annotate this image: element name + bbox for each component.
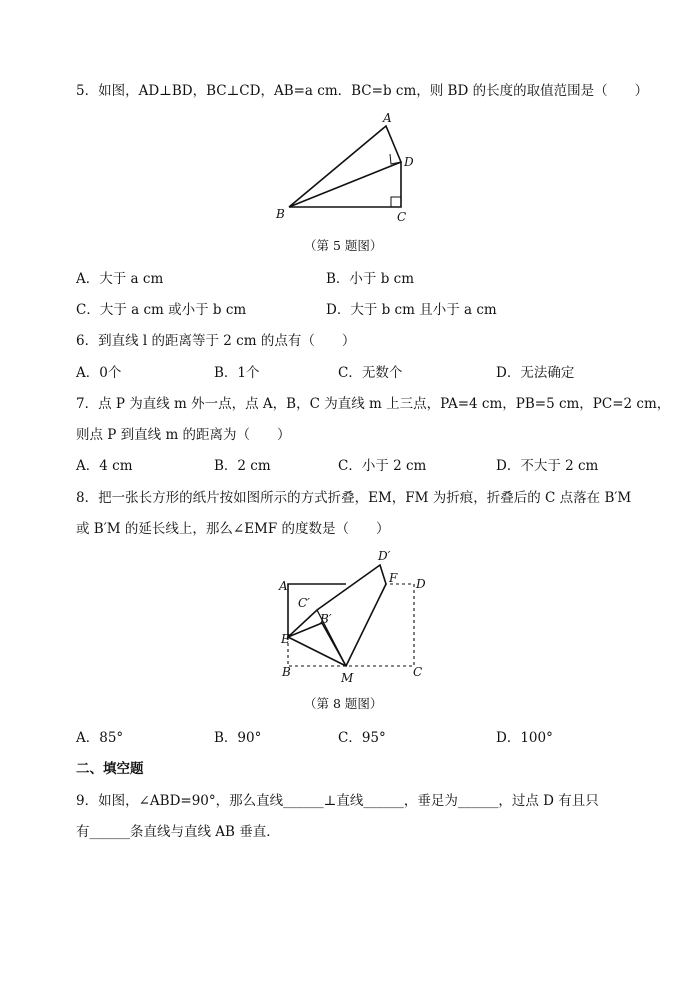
q6-option-a: A．0个 xyxy=(76,365,122,381)
fig8-label-b: B xyxy=(282,665,291,679)
q6-option-b: B．1个 xyxy=(214,365,260,381)
fig8-label-f: F xyxy=(389,571,398,585)
question-9-line-2: 有______条直线与直线 AB 垂直． xyxy=(76,824,280,840)
fig5-label-b: B xyxy=(276,207,285,221)
q5-option-d: D．大于 b cm 且小于 a cm xyxy=(326,302,497,318)
question-6-stem: 6．到直线 l 的距离等于 2 cm 的点有（ ） xyxy=(76,333,356,349)
question-5-stem: 5．如图，AD⊥BD，BC⊥CD，AB=a cm．BC=b cm，则 BD 的长度的取值范围是（ ） xyxy=(76,83,649,99)
q8-option-b: B．90° xyxy=(214,730,262,746)
q5-option-a: A．大于 a cm xyxy=(76,271,164,287)
question-8-stem-line-2: 或 B′M 的延长线上，那么∠EMF 的度数是（ ） xyxy=(76,521,390,537)
q7-option-d: D．不大于 2 cm xyxy=(496,458,599,474)
fig8-label-d: D xyxy=(416,577,426,591)
figure-8-caption: （第 8 题图） xyxy=(304,696,383,711)
q7-option-a: A．4 cm xyxy=(76,458,133,474)
question-9-line-1: 9．如图，∠ABD=90°，那么直线______⊥直线______，垂足为______，过点 D 有且只 xyxy=(76,793,599,809)
section-2-title: 二、填空题 xyxy=(76,761,144,777)
q6-option-d: D．无法确定 xyxy=(496,365,575,381)
fig8-label-a: A xyxy=(279,579,288,593)
q6-option-c: C．无数个 xyxy=(338,365,403,381)
fig8-label-b-prime: B′ xyxy=(320,612,332,626)
fig8-label-e: E xyxy=(281,632,290,646)
fig8-label-c: C xyxy=(413,665,423,679)
fig5-label-d: D xyxy=(404,155,414,169)
q8-option-c: C．95° xyxy=(338,730,386,746)
question-7-stem-line-1: 7．点 P 为直线 m 外一点，点 A，B，C 为直线 m 上三点，PA=4 cm，PB=5 cm，PC=2 cm， xyxy=(76,396,671,412)
figure-5-caption: （第 5 题图） xyxy=(304,238,383,253)
fig5-label-c: C xyxy=(397,210,407,224)
fig8-label-c-prime: C′ xyxy=(298,596,310,610)
fig8-label-d-prime: D′ xyxy=(378,549,391,563)
q7-option-c: C．小于 2 cm xyxy=(338,458,427,474)
question-7-stem-line-2: 则点 P 到直线 m 的距离为（ ） xyxy=(76,427,291,443)
question-8-stem-line-1: 8．把一张长方形的纸片按如图所示的方式折叠，EM，FM 为折痕，折叠后的 C 点落在 B′M xyxy=(76,490,632,506)
q8-option-a: A．85° xyxy=(76,730,124,746)
fig5-label-a: A xyxy=(383,111,392,125)
fig8-label-m: M xyxy=(341,671,354,685)
q5-option-b: B．小于 b cm xyxy=(326,271,415,287)
q8-option-d: D．100° xyxy=(496,730,553,746)
q5-option-c: C．大于 a cm 或小于 b cm xyxy=(76,302,247,318)
q7-option-b: B．2 cm xyxy=(214,458,271,474)
